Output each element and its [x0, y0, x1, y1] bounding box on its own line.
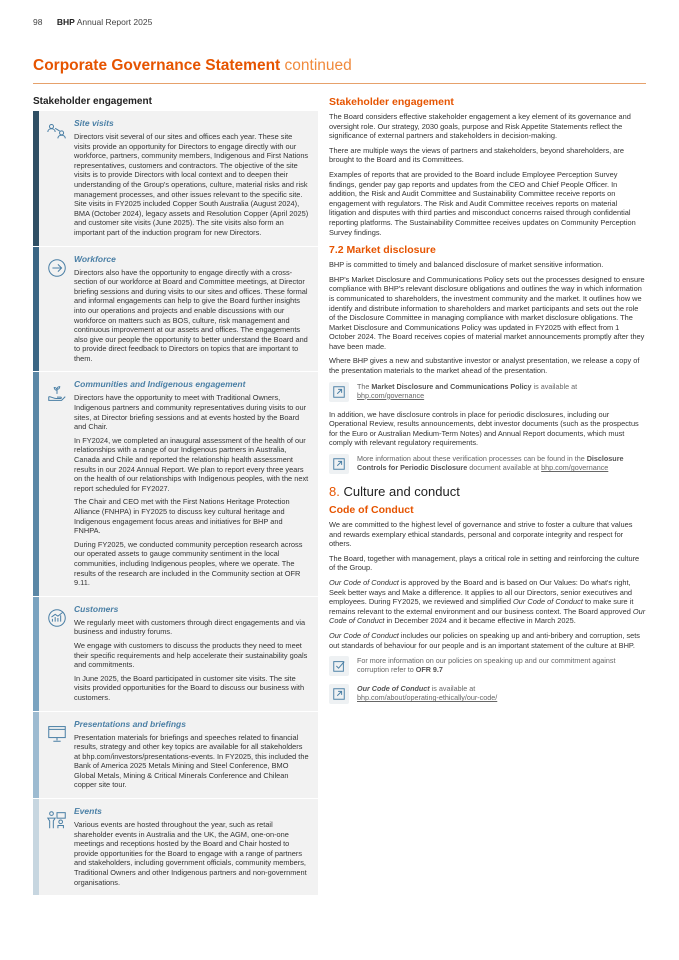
code-link-callout	[329, 684, 646, 704]
title-divider	[33, 83, 646, 84]
market-disclosure-heading: 7.2 Market disclosure	[329, 244, 436, 257]
panel-title: Communities and Indigenous engagement	[74, 379, 246, 390]
code-of-conduct-link[interactable]: bhp.com/about/operating-ethically/our-code/	[357, 693, 498, 703]
panel-text: In June 2025, the Board participated in customer site visits. The site visits provided opportunities for the Board to discuss our business with customers.	[74, 673, 305, 702]
panel-text: We engage with customers to discuss the products they need to meet their specific requirements and help accelerate their sustainability goals and commitments.	[74, 640, 308, 670]
panel-title: Presentations and briefings	[74, 718, 186, 729]
panel-text: The Chair and CEO met with the First Nations Heritage Protection Alliance (FNHPA) in FY2025 to discuss key cultural heritage and Indigenous engagement focus areas and initiatives for BHP and FNHPA.	[74, 497, 290, 536]
callout-text: More information about these verification processes can be found in the	[357, 454, 587, 464]
presentation-board-icon	[39, 712, 74, 799]
governance-link[interactable]: bhp.com/governance	[357, 390, 425, 400]
external-link-icon	[329, 382, 349, 402]
brand-name: BHP	[56, 17, 75, 27]
event-people-icon	[39, 799, 74, 895]
panel-text: We regularly meet with customers through direct engagements and via business and industry forums.	[74, 617, 306, 637]
chart-circle-icon	[39, 597, 74, 711]
market-paragraph: Where BHP gives a new and substantive investor or analyst presentation, we release a copy of the presentation materials to the market ahead of the presentation.	[329, 356, 640, 376]
panel-text: Presentation materials for briefings and speeches related to financial results, strategy and other key topics are available for all stakeholders at bhp.com/investors/presentations-events. In FY2025, this included the Bank of America 2025 Metals Mining and Steel Conference, BMO Global Metals, Mining & Critical Minerals Conference and Chilean copper site tour.	[74, 732, 309, 790]
culture-paragraph: Our Code of Conduct includes our policies on speaking up and anti-bribery and corruption, sets out standards of behaviour for our people and is an important statement of the culture at BHP.	[329, 630, 641, 650]
external-link-icon	[329, 684, 349, 704]
speaking-up-callout	[329, 656, 646, 676]
external-link-icon	[329, 454, 349, 474]
title-suffix: continued	[284, 57, 352, 74]
panel-events	[33, 799, 318, 895]
callout-bold: OFR 9.7	[415, 665, 443, 675]
culture-paragraph: We are committed to the highest level of governance and strive to foster a culture that values and rewards exemplary ethical standards, personal and corporate integrity and respect for others.	[329, 520, 633, 549]
hand-plant-icon	[39, 372, 74, 595]
page-number: 98	[33, 17, 43, 27]
panel-title: Events	[74, 806, 102, 817]
stakeholder-heading: Stakeholder engagement	[329, 96, 454, 108]
page-title	[33, 57, 352, 75]
panel-customers	[33, 597, 318, 711]
governance-link[interactable]: bhp.com/governance	[541, 463, 609, 473]
panel-text: Directors have the opportunity to meet with Traditional Owners, Indigenous partners and community representatives during visits to our sites, at Director briefing sessions and at events hosted by the Board and Chair.	[74, 393, 307, 432]
panel-text: In FY2024, we completed an inaugural assessment of the health of our relationships with a range of our Indigenous partners in Australia, Canada and Chile and reported the relationship health assessment results in our 2024 Annual Report. We plan to report every three years on the health of our relationships with Indigenous peoples, with the next report scheduled for FY2027.	[74, 435, 309, 493]
panel-text: Directors also have the opportunity to engage directly with a cross-section of our workforce at Board and Committee meetings, at Director briefing sessions and during visits to our sites and offices. These formal and informal engagements can help to give the Board further insights into our operations and projects and enable discussions with our workforce on matters such as BOS, culture, risk management and continuous improvement at our assets and offices. The engagements also give our people the opportunity to better understand the Board and to provide direct feedback to Directors on topics that are important to them.	[74, 267, 308, 363]
section-number: 8.	[329, 484, 340, 500]
callout-text: document available at	[467, 463, 542, 473]
policy-callout	[329, 382, 646, 402]
right-column	[329, 96, 646, 712]
market-paragraph: BHP is committed to timely and balanced disclosure of market sensitive information.	[329, 260, 604, 270]
page-header	[33, 17, 152, 27]
arrow-circle-icon	[39, 247, 74, 372]
culture-section-title	[329, 484, 646, 499]
stakeholder-paragraph: There are multiple ways the views of partners and stakeholders, beyond shareholders, are brought to the Board and its Committees.	[329, 145, 624, 165]
panel-workforce	[33, 247, 318, 372]
panel-text: Directors visit several of our sites and offices each year. These site visits provide an opportunity for Directors to engage directly with our workforce, partners, community members, Indigenous and First Nations representatives, customers and contractors. The objective of the site visits is to provide Directors with local context and to deepen their understanding of the Group's operations, culture, material risks and risk management processes, and other issues relevant to the specific site. Site visits in FY2025 included Copper South Australia (August 2024), BMA (October 2024), legacy assets and Resolution Copper (April 2025) and customer site visits (June 2025). The site visits also form an important part of the induction program for new Directors.	[74, 132, 309, 237]
panel-presentations	[33, 712, 318, 799]
panel-title: Workforce	[74, 253, 116, 264]
report-name: Annual Report 2025	[76, 17, 153, 27]
stakeholder-panels	[33, 111, 318, 896]
callout-bold: Our Code of Conduct	[357, 684, 430, 694]
checkbox-icon	[329, 656, 349, 676]
callout-text: is available at	[429, 684, 476, 694]
disclosure-controls-callout	[329, 454, 646, 474]
culture-paragraph: The Board, together with management, plays a critical role in setting and reinforcing the culture of the Group.	[329, 553, 640, 573]
stakeholder-paragraph: Examples of reports that are provided to the Board include Employee Perception Survey findings, gender pay gap reports and updates from the CEO and Chief People Officer. In addition, the Risk and Audit Committee and Sustainability Committee receive reports on engagement with regulators. The Risk and Audit Committee receives reports on material litigation and disputes with third parties and misconduct concerns raised through confidential reporting platforms. The Sustainability Committee receives updates on Community Perception Survey findings.	[329, 169, 636, 237]
panel-text: Various events are hosted throughout the year, such as retail shareholder events in Australia and the UK, the AGM, one-on-one meetings and receptions hosted by the Board and Chair hosted to provide opportunities for the Board to engage with a range of partners and stakeholders, including government officials, community members, Traditional Owners and other Indigenous partners and non-government organisations.	[74, 820, 307, 887]
panel-text: During FY2025, we conducted community perception research across our operated assets to gauge community sentiment in the local communities, including Indigenous peoples, where we operate. The results of the research are included in the Community section at OFR 9.11.	[74, 539, 303, 588]
panel-site-visits	[33, 111, 318, 246]
panel-title: Customers	[74, 603, 119, 614]
panel-communities	[33, 372, 318, 595]
market-paragraph: In addition, we have disclosure controls in place for periodic disclosures, including our Operational Review, results announcements, debt investor documents (such as the prospectus for the Euro or Australian Medium-Term Notes) and Annual Report documents, which must comply with relevant regulatory requirements.	[329, 409, 639, 448]
left-column-heading: Stakeholder engagement	[33, 96, 152, 107]
culture-paragraph: Our Code of Conduct is approved by the Board and is based on Our Values: Do what's right, Seek better ways and Make a difference. It applies to all our Directors, senior executives and employees. During FY2025, we reviewed and simplified Our Code of Conduct to make sure it remains relevant to the external environment and our business context. The Board approved Our Code of Conduct in December 2024 and it became effective in March 2025.	[329, 578, 646, 626]
panel-title: Site visits	[74, 118, 114, 128]
market-paragraph: BHP's Market Disclosure and Communications Policy sets out the processes designed to ensure compliance with BHP's relevant disclosure obligations and outlines the way in which information is communicated to shareholders, the investment community and the market. It outlines how we identify and distribute information to shareholders and market participants and sets out the role of the Disclosure Committee in managing compliance with market disclosure obligations. The Market Disclosure and Communications Policy was updated in FY2025 with effect from 1 October 2024. The Board receives copies of material market announcements promptly after they have been made.	[329, 274, 645, 351]
callout-bold: Market Disclosure and Communications Policy	[371, 381, 532, 391]
section-title: Culture and conduct	[343, 484, 460, 500]
callout-text: The	[357, 381, 372, 391]
callout-bold: Disclosure Controls for Periodic Disclosure	[357, 454, 624, 473]
code-of-conduct-heading: Code of Conduct	[329, 504, 414, 517]
stakeholder-paragraph: The Board considers effective stakeholder engagement a key element of its governance and oversight role. Our strategy, 2030 goals, purpose and Risk Appetite Statements reflect the significance of external partners and stakeholders in decision-making.	[329, 112, 631, 141]
people-network-icon	[39, 111, 74, 246]
callout-text: For more information on our policies on speaking up and our commitment against corruption refer to	[357, 656, 616, 675]
callout-text: is available at	[531, 381, 578, 391]
title-main: Corporate Governance Statement	[33, 57, 281, 74]
